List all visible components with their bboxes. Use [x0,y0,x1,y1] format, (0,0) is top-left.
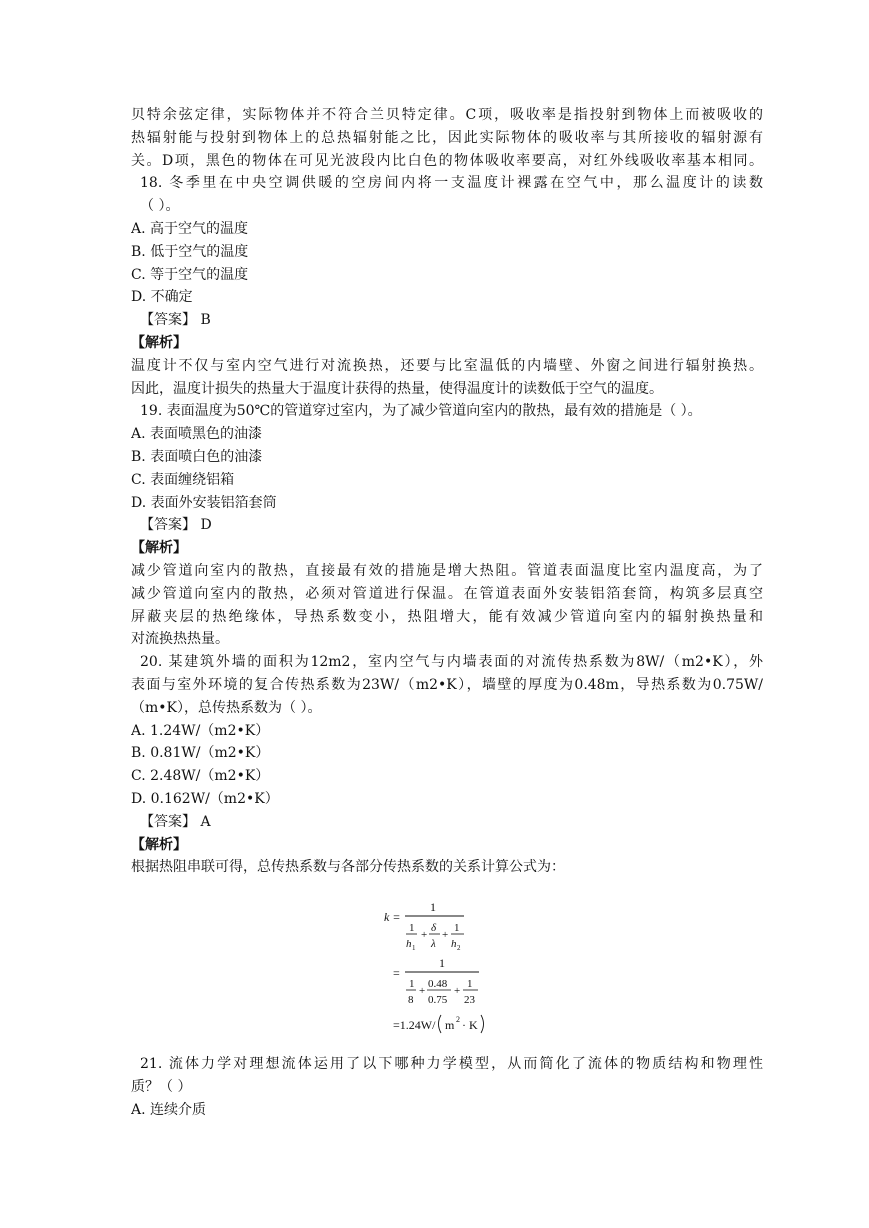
question-18-answer: 【答案】 B [140,312,211,329]
question-18-stem-cont: （ ）。 [140,198,180,215]
question-18-option-b: B. 低于空气的温度 [131,243,249,260]
formula-k-label: k = [384,910,401,925]
question-20-answer: 【答案】 A [140,813,211,830]
question-18-analysis-label: 【解析】 [131,334,187,351]
formula-result-dot: · [462,1018,466,1033]
page-content [131,104,763,1121]
question-19-option-a: A. 表面喷黑色的油漆 [131,426,263,443]
question-21-stem: 质？（ ） [131,1078,192,1095]
question-18-option-d: D. 不确定 [131,289,193,306]
question-21-stem: 21. 流体力学对理想流体运用了以下哪种力学模型，从而简化了流体的物质结构和物理性 [140,1056,763,1073]
question-20-stem: 表面与室外环境的复合传热系数为23W/（m2•K），墙壁的厚度为0.48m，导热系数为0.75W/ [131,676,763,693]
formula-frac1-num: 1 [409,922,415,935]
question-18-stem: 18. 冬季里在中央空调供暖的空房间内将一支温度计裸露在空气中，那么温度计的读数 [140,175,763,192]
formula-result-unit-m: m [445,1018,455,1033]
question-19-stem: 19. 表面温度为50℃的管道穿过室内，为了减少管道向室内的散热，最有效的措施是（ ）。 [140,403,702,420]
question-19-analysis: 减少管道向室内的散热，直接最有效的措施是增大热阻。管道表面温度比室内温度高，为了 [131,562,763,579]
formula-plus: + [454,985,461,998]
formula-h2: h [451,938,457,951]
question-19-answer: 【答案】 D [140,517,212,534]
formula-numerator-1: 1 [439,956,445,971]
question-19-analysis: 减少管道向室内的散热，必须对管道进行保温。在管道表面外安装铝箔套筒，构筑多层真空 [131,585,763,602]
question-20-stem: （m•K），总传热系数为（ ）。 [131,699,322,716]
formula-plus: + [421,929,428,942]
question-20-analysis: 根据热阻串联可得，总传热系数与各部分传热系数的关系计算公式为： [131,859,565,876]
formula-result-open-paren [439,1015,442,1033]
formula-plus: + [419,985,426,998]
question-20-option-d: D. 0.162W/（m2•K） [131,790,279,807]
question-18-option-c: C. 等于空气的温度 [131,266,249,283]
formula-frac-1-over-8-num: 1 [409,978,415,991]
formula-frac-1-over-23-den: 23 [464,994,475,1007]
heat-transfer-formula [131,885,763,1041]
question-19-analysis: 对流换热热量。 [131,631,229,648]
formula-thickness: 0.48 [428,978,448,991]
formula-frac-1-over-8-den: 8 [408,994,414,1007]
formula-delta: δ [431,922,437,935]
formula-plus: + [442,929,449,942]
formula-numerator-1: 1 [430,900,436,915]
formula-svg [131,885,763,1041]
question-19-option-c: C. 表面缠绕铝箱 [131,471,235,488]
formula-conductivity: 0.75 [428,994,448,1007]
intro-line: 热辐射能与投射到物体上的总热辐射能之比，因此实际物体的吸收率与其所接收的辐射源有 [131,129,763,146]
question-18-analysis: 因此，温度计损失的热量大于温度计获得的热量，使得温度计的读数低于空气的温度。 [131,380,663,397]
formula-equals: = [393,966,400,981]
formula-lambda: λ [431,938,436,951]
question-18-analysis: 温度计不仅与室内空气进行对流换热，还要与比室温低的内墙壁、外窗之间进行辐射换热。 [131,357,763,374]
intro-line: 关。D项，黑色的物体在可见光波段内比白色的物体吸收率要高，对红外线吸收率基本相同。 [131,152,763,169]
question-20-analysis-label: 【解析】 [131,836,187,853]
question-20-stem: 20. 某建筑外墙的面积为12m2，室内空气与内墙表面的对流传热系数为8W/（m2•K），外 [140,654,763,671]
formula-result-unit-k: K [469,1018,478,1033]
formula-h2-sub: 2 [457,944,461,953]
question-18-option-a: A. 高于空气的温度 [131,220,249,237]
question-19-analysis-label: 【解析】 [131,540,187,557]
formula-result-close-paren [481,1015,484,1033]
formula-frac-1-over-23-num: 1 [467,978,473,991]
question-19-option-b: B. 表面喷白色的油漆 [131,448,263,465]
formula-result: =1.24W/ [393,1018,436,1033]
question-21-option-a: A. 连续介质 [131,1101,207,1118]
formula-result-sup: 2 [456,1015,460,1025]
question-20-option-b: B. 0.81W/（m2•K） [131,745,270,762]
formula-frac3-num: 1 [454,922,460,935]
question-20-option-c: C. 2.48W/（m2•K） [131,768,270,785]
question-19-option-d: D. 表面外安装铝箔套筒 [131,494,277,511]
formula-h1: h [406,938,412,951]
question-20-option-a: A. 1.24W/（m2•K） [131,722,270,739]
intro-line: 贝特余弦定律，实际物体并不符合兰贝特定律。C项，吸收率是指投射到物体上而被吸收的 [131,107,763,123]
formula-h1-sub: 1 [412,944,416,953]
question-19-analysis: 屏蔽夹层的热绝缘体，导热系数变小，热阻增大，能有效减少管道向室内的辐射换热量和 [131,608,763,625]
